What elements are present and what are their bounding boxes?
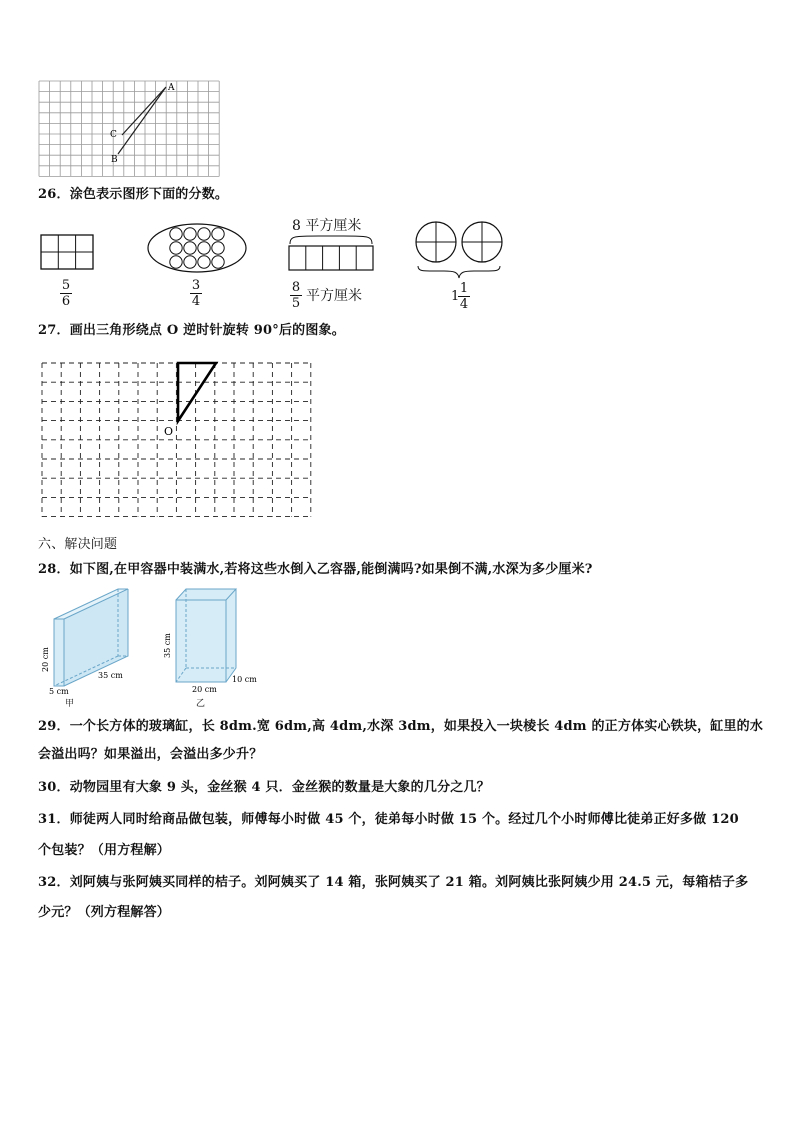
q26-bar-figure xyxy=(286,232,378,274)
question-27: 27．画出三角形绕点 O 逆时针旋转 90°后的图象。 xyxy=(38,323,345,338)
section-six-title: 六、解决问题 xyxy=(38,537,118,552)
question-32-line1: 32．刘阿姨与张阿姨买同样的桔子。刘阿姨买了 14 箱，张阿姨买了 21 箱。刘阿姨比张阿姨少用 24.5 元，每箱桔子多 xyxy=(38,875,749,890)
container-jia xyxy=(36,586,146,698)
point-o-label: O xyxy=(164,425,174,438)
question-31-line1: 31．师徒两人同时给商品做包装，师傅每小时做 45 个，徒弟每小时做 15 个。经过几个小时师傅比徒弟正好多做 120 xyxy=(38,812,739,827)
q26-fraction-three-quarters: 3 4 xyxy=(191,278,201,309)
q26-mixed-whole: 1 xyxy=(451,289,460,304)
label-b: B xyxy=(111,155,118,165)
question-26: 26．涂色表示图形下面的分数。 xyxy=(38,187,229,202)
container-yi-name: 乙 xyxy=(196,699,206,709)
jia-width-label: 5 cm xyxy=(49,687,69,696)
q26-two-circles-figure xyxy=(414,220,508,282)
question-29-line1: 29．一个长方体的玻璃缸，长 8dm.宽 6dm,高 4dm,水深 3dm，如果投入一块棱长 4dm 的正方体实心铁块，缸里的水 xyxy=(38,719,764,734)
q26-fraction-one-quarter: 1 4 xyxy=(459,281,469,312)
q26-oval-figure xyxy=(146,222,248,274)
container-jia-name: 甲 xyxy=(65,699,75,709)
q27-rotation-grid xyxy=(40,360,318,522)
q26-rectangle-figure xyxy=(40,233,98,271)
jia-height-label: 20 cm xyxy=(41,647,50,672)
question-30: 30．动物园里有大象 9 头，金丝猴 4 只．金丝猴的数量是大象的几分之几？ xyxy=(38,780,490,795)
question-31-line2: 个包装？（用方程解） xyxy=(38,843,171,858)
yi-depth-label: 10 cm xyxy=(232,675,257,684)
yi-width-label: 20 cm xyxy=(192,685,217,694)
question-32-line2: 少元？（列方程解答） xyxy=(38,905,171,920)
q26-fraction-eight-fifths: 8 5 xyxy=(291,280,301,311)
yi-height-label: 35 cm xyxy=(163,633,172,658)
q26-fraction-five-sixths: 5 6 xyxy=(61,278,71,309)
container-yi xyxy=(158,586,266,698)
triangle-shape xyxy=(178,363,216,421)
q26-bar-unit: 平方厘米 xyxy=(306,288,362,304)
triangle-abc xyxy=(118,87,166,154)
question-28: 28．如下图,在甲容器中装满水,若将这些水倒入乙容器,能倒满吗?如果倒不满,水深为多少厘米? xyxy=(38,562,593,577)
q26-bar-top-label: 8 平方厘米 xyxy=(292,218,362,234)
triangle-abc-grid xyxy=(38,80,220,178)
label-a: A xyxy=(168,83,175,93)
label-c: C xyxy=(110,130,117,140)
jia-length-label: 35 cm xyxy=(98,671,123,680)
question-29-line2: 会溢出吗？如果溢出，会溢出多少升？ xyxy=(38,747,263,762)
